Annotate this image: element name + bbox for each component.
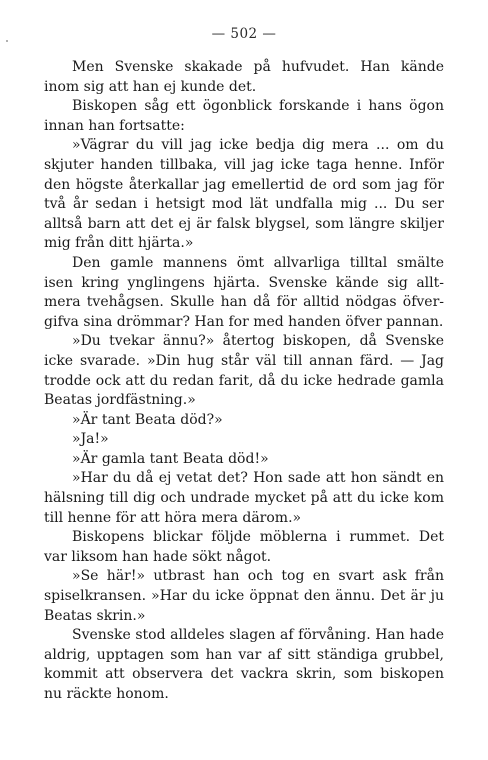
paragraph-4: Den gamle mannens ömt allvarliga tilltal smälte isen kring ynglingens hjärta. Svenske kände sig allt-mera tvehågsen. Skulle han då för alltid nödgas öfver-gifva sina drömmar? Han for med handen öfver pannan. [44, 254, 444, 330]
paragraph-6: »Är tant Beata död?» [72, 411, 223, 428]
paragraph-5: »Du tvekar ännu?» återtog biskopen, då Svenske icke svarade. »Din hug står väl till annan färd. — Jag trodde ock att du redan farit, då du icke hedrade gamla Beatas jordfästning.» [44, 333, 444, 409]
paragraph-3: »Vägrar du vill jag icke bedja dig mera ... om du skjuter handen tillbaka, vill jag icke taga henne. Inför den högste återkallar jag emellertid de ord som jag för två år sedan i hetsigt mod lät undfalla mig ... Du ser alltså barn att det ej är falsk blygsel, som längre skiljer mig från ditt hjärta.» [44, 137, 444, 252]
paragraph-8: »Är gamla tant Beata död!» [72, 450, 269, 467]
paragraph-10: Biskopens blickar följde möblerna i rummet. Det var liksom han hade sökt något. [44, 529, 444, 565]
margin-speck [6, 40, 8, 42]
paragraph-11: »Se här!» utbrast han och tog en svart ask från spiselkransen. »Har du icke öppnat den ännu. Det är ju Beatas skrin.» [44, 568, 444, 624]
body-text [44, 58, 444, 705]
book-page [44, 26, 444, 705]
paragraph-9: »Har du då ej vetat det? Hon sade att hon sändt en hälsning till dig och undrade mycket på att du icke kom till henne för att höra mera därom.» [44, 470, 444, 526]
paragraph-1: Men Svenske skakade på hufvudet. Han kände inom sig att han ej kunde det. [44, 59, 444, 95]
paragraph-7: »Ja!» [72, 431, 109, 448]
paragraph-2: Biskopen såg ett ögonblick forskande i hans ögon innan han fortsatte: [44, 98, 444, 134]
page-number: — 502 — [211, 26, 277, 42]
paragraph-12: Svenske stod alldeles slagen af förvåning. Han hade aldrig, upptagen som han var af sitt ständiga grubbel, kommit att observera det vackra skrin, som biskopen nu räckte honom. [44, 627, 444, 702]
